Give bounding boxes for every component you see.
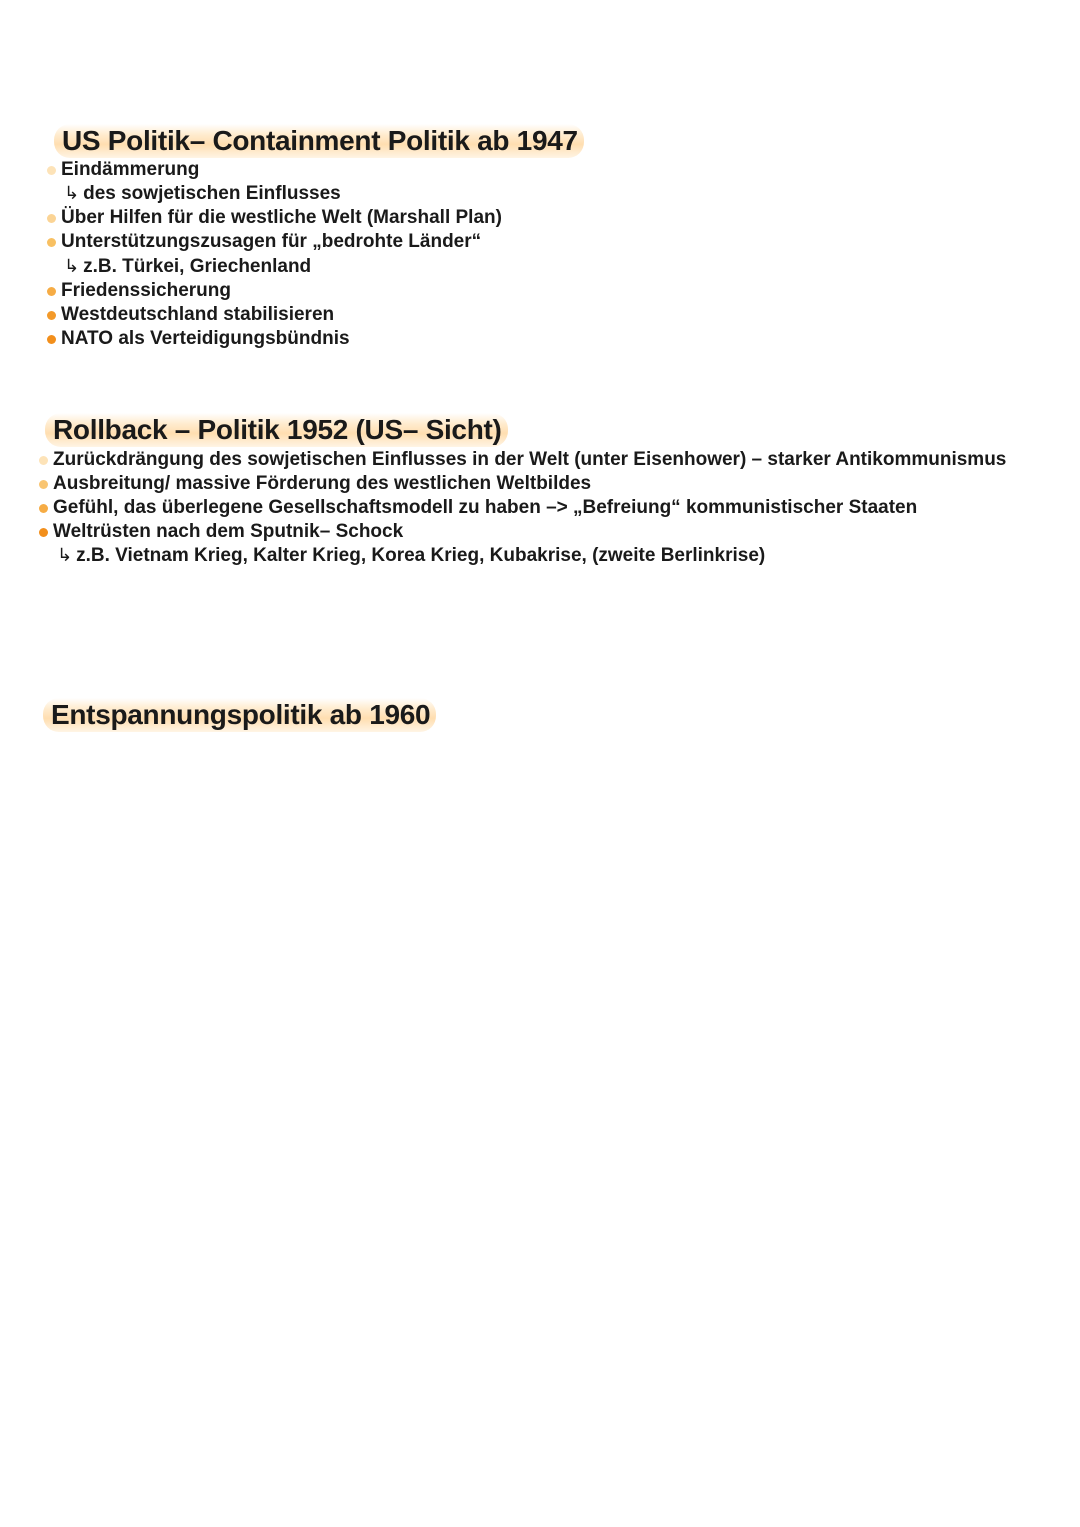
list-item: Unterstützungszusagen für „bedrohte Länder“ xyxy=(61,231,482,252)
bullet-dot-icon xyxy=(39,456,48,465)
arrow-hook-right-icon: ↳ xyxy=(64,183,80,204)
list-subitem xyxy=(57,544,765,568)
list-item: Über Hilfen für die westliche Welt (Marshall Plan) xyxy=(61,207,502,228)
list-item: Friedenssicherung xyxy=(61,280,231,301)
list-item: Westdeutschland stabilisieren xyxy=(61,304,335,325)
list-subitem xyxy=(64,255,311,279)
bullet-dot-icon xyxy=(47,238,56,247)
bullet-dot-icon xyxy=(39,504,48,513)
list-item: Gefühl, das überlegene Gesellschaftsmodell zu haben –> „Befreiung“ kommunistischer Staaten xyxy=(53,497,918,518)
list-subitem-text: z.B. Türkei, Griechenland xyxy=(83,256,312,277)
heading-rollback: Rollback – Politik 1952 (US– Sicht) xyxy=(45,413,508,447)
list-item: Weltrüsten nach dem Sputnik– Schock xyxy=(53,521,404,542)
list-item: Zurückdrängung des sowjetischen Einflusses in der Welt (unter Eisenhower) – starker Antikommunismus xyxy=(53,449,1007,470)
list-item: NATO als Verteidigungsbündnis xyxy=(61,328,350,349)
list-item: Ausbreitung/ massive Förderung des westlichen Weltbildes xyxy=(53,473,592,494)
bullet-dot-icon xyxy=(47,214,56,223)
bullet-dot-icon xyxy=(47,287,56,296)
bullet-dot-icon xyxy=(47,335,56,344)
list-item: Eindämmerung xyxy=(61,159,200,180)
bullet-dot-icon xyxy=(39,480,48,489)
list-subitem xyxy=(64,182,341,206)
bullet-dot-icon xyxy=(39,528,48,537)
bullet-dot-icon xyxy=(47,311,56,320)
list-subitem-text: z.B. Vietnam Krieg, Kalter Krieg, Korea Krieg, Kubakrise, (zweite Berlinkrise) xyxy=(76,545,766,566)
arrow-hook-right-icon: ↳ xyxy=(57,545,73,566)
bullet-dot-icon xyxy=(47,166,56,175)
heading-entspannung: Entspannungspolitik ab 1960 xyxy=(43,698,436,732)
list-subitem-text: des sowjetischen Einflusses xyxy=(83,183,341,204)
arrow-hook-right-icon: ↳ xyxy=(64,256,80,277)
heading-containment: US Politik– Containment Politik ab 1947 xyxy=(54,124,584,158)
